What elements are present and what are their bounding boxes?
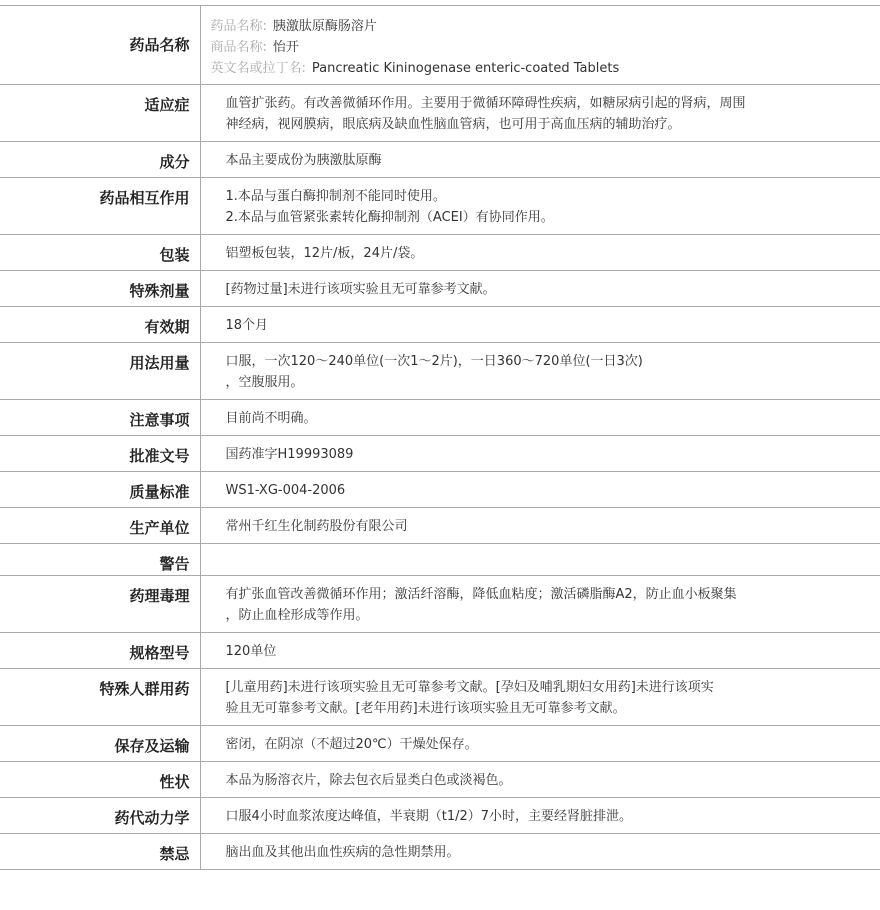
table-row: [0, 400, 880, 436]
english-name-value: Pancreatic Kininogenase enteric-coated Tablets: [311, 61, 620, 76]
row-label: 用法用量: [0, 343, 200, 400]
value-line: ，空腹服用。: [225, 375, 304, 390]
row-label: 药品相互作用: [0, 178, 200, 235]
value-line: 本品主要成份为胰激肽原酶: [225, 153, 382, 168]
row-value: [200, 436, 880, 472]
generic-name-key: 药品名称:: [210, 19, 267, 34]
value-line: 国药准字H19993089: [225, 447, 354, 462]
table-row: [0, 544, 880, 576]
table-row: [0, 178, 880, 235]
value-line: 常州千红生化制药股份有限公司: [225, 519, 408, 534]
row-label: 药理毒理: [0, 576, 200, 633]
value-line: 验且无可靠参考文献。[老年用药]未进行该项实验且无可靠参考文献。: [225, 701, 626, 716]
value-line: 有扩张血管改善微循环作用；激活纤溶酶，降低血粘度；激活磷脂酶A2，防止血小板聚集: [225, 587, 737, 602]
english-name-key: 英文名或拉丁名:: [210, 61, 306, 76]
row-value: [200, 798, 880, 834]
value-line: 18个月: [225, 318, 269, 333]
row-label: 规格型号: [0, 633, 200, 669]
table-row: [0, 271, 880, 307]
row-value: [200, 544, 880, 576]
value-line: 脑出血及其他出血性疾病的急性期禁用。: [225, 845, 460, 860]
value-line: 血管扩张药。有改善微循环作用。主要用于微循环障碍性疾病，如糖尿病引起的肾病，周围: [225, 96, 746, 111]
row-value: [200, 142, 880, 178]
value-line: 口服4小时血浆浓度达峰值，半衰期（t1/2）7小时，主要经肾脏排泄。: [225, 809, 633, 824]
row-label: 成分: [0, 142, 200, 178]
row-label: 有效期: [0, 307, 200, 343]
row-label: 药代动力学: [0, 798, 200, 834]
row-label: 适应症: [0, 85, 200, 142]
drug-name-cell: [200, 6, 880, 85]
row-label: 特殊人群用药: [0, 669, 200, 726]
value-line: 神经病，视网膜病，眼底病及缺血性脑血管病，也可用于高血压病的辅助治疗。: [225, 117, 681, 132]
trade-name-value: 怡开: [272, 40, 299, 55]
row-value: [200, 400, 880, 436]
table-row: [0, 798, 880, 834]
table-row: [0, 508, 880, 544]
row-value: [200, 669, 880, 726]
table-row: [0, 834, 880, 870]
value-line: [儿童用药]未进行该项实验且无可靠参考文献。[孕妇及哺乳期妇女用药]未进行该项实: [225, 680, 714, 695]
table-body: [0, 6, 880, 870]
row-value: [200, 633, 880, 669]
table-row: [0, 576, 880, 633]
row-value: [200, 576, 880, 633]
table-row: [0, 669, 880, 726]
drug-name-row: [0, 6, 880, 85]
english-name-line: [211, 58, 861, 79]
value-line: 2.本品与血管紧张素转化酶抑制剂（ACEI）有协同作用。: [225, 210, 554, 225]
row-value: [200, 762, 880, 798]
row-label: 性状: [0, 762, 200, 798]
table-row: [0, 142, 880, 178]
table-row: [0, 472, 880, 508]
row-label: 包装: [0, 235, 200, 271]
row-value: [200, 235, 880, 271]
row-label: 特殊剂量: [0, 271, 200, 307]
row-value: [200, 726, 880, 762]
trade-name-key: 商品名称:: [210, 40, 267, 55]
generic-name-value: 胰激肽原酶肠溶片: [272, 19, 377, 34]
row-label: 保存及运输: [0, 726, 200, 762]
row-label: 药品名称: [0, 6, 200, 85]
row-value: [200, 343, 880, 400]
value-line: [药物过量]未进行该项实验且无可靠参考文献。: [225, 282, 496, 297]
row-label: 批准文号: [0, 436, 200, 472]
drug-info-table: [0, 5, 880, 870]
row-label: 生产单位: [0, 508, 200, 544]
row-value: [200, 307, 880, 343]
trade-name-line: [211, 37, 861, 58]
value-line: 目前尚不明确。: [225, 411, 317, 426]
row-value: [200, 472, 880, 508]
row-label: 注意事项: [0, 400, 200, 436]
row-value: [200, 271, 880, 307]
value-line: 铝塑板包装，12片/板，24片/袋。: [225, 246, 424, 261]
table-row: [0, 762, 880, 798]
value-line: ，防止血栓形成等作用。: [225, 608, 369, 623]
row-label: 警告: [0, 544, 200, 576]
value-line: 密闭，在阴凉（不超过20℃）干燥处保存。: [225, 737, 478, 752]
table-row: [0, 726, 880, 762]
table-row: [0, 343, 880, 400]
row-label: 禁忌: [0, 834, 200, 870]
row-value: [200, 85, 880, 142]
value-line: 1.本品与蛋白酶抑制剂不能同时使用。: [225, 189, 446, 204]
value-line: 口服，一次120～240单位(一次1～2片)，一日360～720单位(一日3次): [225, 354, 643, 369]
value-line: 本品为肠溶衣片，除去包衣后显类白色或淡褐色。: [225, 773, 512, 788]
generic-name-line: [211, 16, 861, 37]
value-line: WS1-XG-004-2006: [225, 483, 346, 498]
table-row: [0, 633, 880, 669]
table-row: [0, 235, 880, 271]
row-label: 质量标准: [0, 472, 200, 508]
value-line: 120单位: [225, 644, 277, 659]
row-value: [200, 508, 880, 544]
row-value: [200, 178, 880, 235]
table-row: [0, 85, 880, 142]
table-row: [0, 307, 880, 343]
row-value: [200, 834, 880, 870]
table-row: [0, 436, 880, 472]
